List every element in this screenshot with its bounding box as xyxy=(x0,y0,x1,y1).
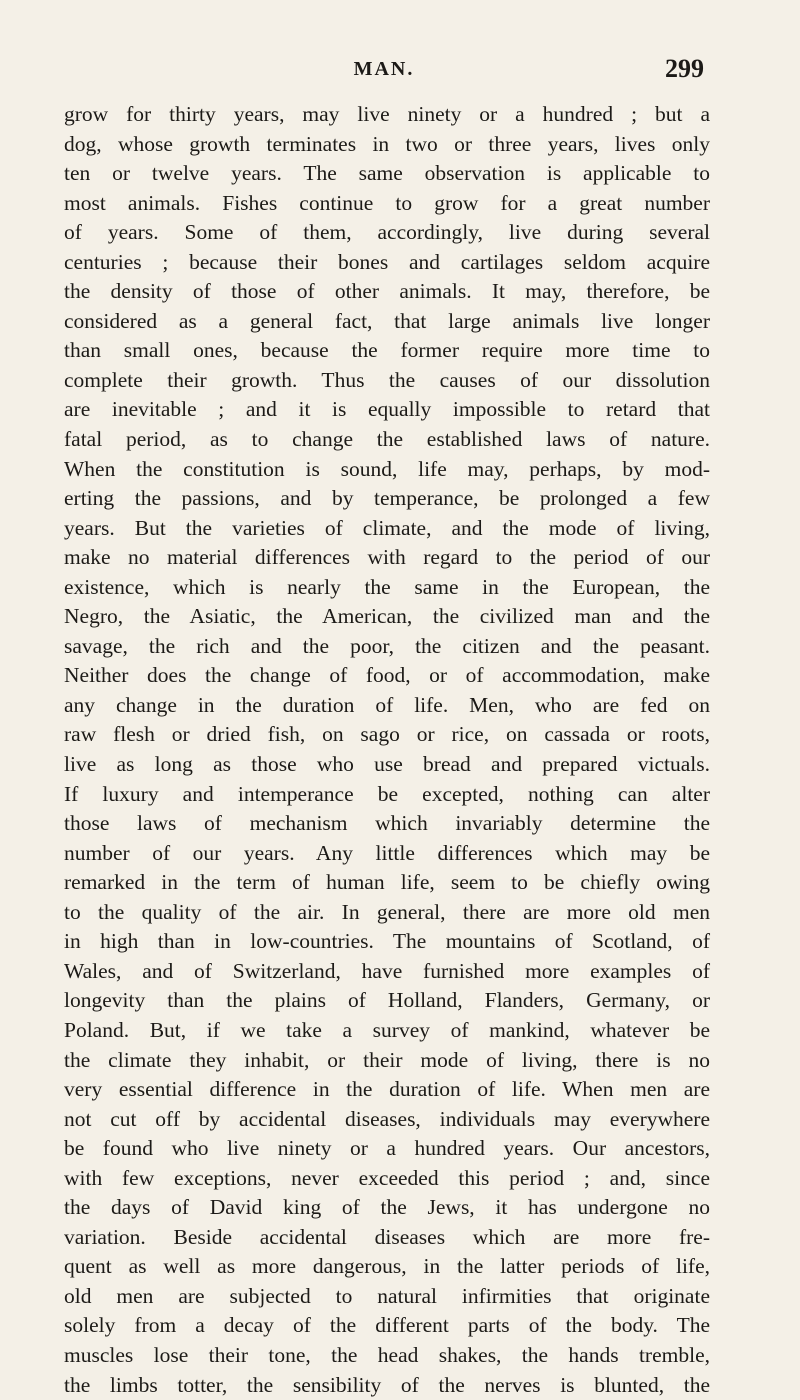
text-line: those laws of mechanism which invariably determine the xyxy=(64,811,710,836)
text-line: Negro, the Asiatic, the American, the civilized man and the xyxy=(64,604,710,629)
text-line: Wales, and of Switzerland, have furnished more examples of xyxy=(64,958,710,983)
text-line: raw flesh or dried fish, on sago or rice, on cassada or roots, xyxy=(64,722,710,747)
running-head xyxy=(64,54,704,88)
text-line: the density of those of other animals. It may, therefore, be xyxy=(64,279,710,304)
text-line: to the quality of the air. In general, there are more old men xyxy=(64,899,710,924)
text-line: most animals. Fishes continue to grow for a great number xyxy=(64,190,710,215)
text-line: variation. Beside accidental diseases which are more fre- xyxy=(64,1224,710,1249)
text-line: years. But the varieties of climate, and the mode of living, xyxy=(64,515,710,540)
text-line: live as long as those who use bread and prepared victuals. xyxy=(64,752,710,777)
text-line: than small ones, because the former require more time to xyxy=(64,338,710,363)
text-line: solely from a decay of the different parts of the body. The xyxy=(64,1313,710,1338)
text-line: the climate they inhabit, or their mode of living, there is no xyxy=(64,1047,710,1072)
text-line: longevity than the plains of Holland, Flanders, Germany, or xyxy=(64,988,710,1013)
text-line: of years. Some of them, accordingly, live during several xyxy=(64,220,710,245)
text-line: existence, which is nearly the same in the European, the xyxy=(64,574,710,599)
text-line: the limbs totter, the sensibility of the nerves is blunted, the xyxy=(64,1372,710,1397)
text-line: muscles lose their tone, the head shakes, the hands tremble, xyxy=(64,1342,710,1367)
text-line: number of our years. Any little differences which may be xyxy=(64,840,710,865)
text-line: in high than in low-countries. The mountains of Scotland, of xyxy=(64,929,710,954)
text-line: the days of David king of the Jews, it has undergone no xyxy=(64,1195,710,1220)
text-line: savage, the rich and the poor, the citizen and the peasant. xyxy=(64,633,710,658)
text-line: quent as well as more dangerous, in the latter periods of life, xyxy=(64,1254,710,1279)
text-line: any change in the duration of life. Men, who are fed on xyxy=(64,692,710,717)
text-line: erting the passions, and by temperance, be prolonged a few xyxy=(64,486,710,511)
text-line: make no material differences with regard to the period of our xyxy=(64,545,710,570)
text-line: If luxury and intemperance be excepted, nothing can alter xyxy=(64,781,710,806)
text-line: dog, whose growth terminates in two or three years, lives only xyxy=(64,131,710,156)
text-line: When the constitution is sound, life may, perhaps, by mod- xyxy=(64,456,710,481)
text-line: grow for thirty years, may live ninety or a hundred ; but a xyxy=(64,102,710,126)
text-line: considered as a general fact, that large animals live longer xyxy=(64,308,710,333)
text-line: be found who live ninety or a hundred years. Our ancestors, xyxy=(64,1136,710,1161)
text-line: very essential difference in the duration of life. When men are xyxy=(64,1077,710,1102)
running-title: MAN. xyxy=(353,58,415,80)
body-text xyxy=(64,100,710,1400)
text-line: not cut off by accidental diseases, individuals may everywhere xyxy=(64,1106,710,1131)
text-line: Poland. But, if we take a survey of mankind, whatever be xyxy=(64,1017,710,1042)
text-line: complete their growth. Thus the causes of our dissolution xyxy=(64,367,710,392)
text-line: centuries ; because their bones and cartilages seldom acquire xyxy=(64,249,710,274)
text-line: old men are subjected to natural infirmities that originate xyxy=(64,1283,710,1308)
text-line: Neither does the change of food, or of accommodation, make xyxy=(64,663,710,688)
text-line: are inevitable ; and it is equally impossible to retard that xyxy=(64,397,710,422)
text-line: with few exceptions, never exceeded this period ; and, since xyxy=(64,1165,710,1190)
text-line: remarked in the term of human life, seem to be chiefly owing xyxy=(64,870,710,895)
text-line: fatal period, as to change the established laws of nature. xyxy=(64,427,710,452)
page-number: 299 xyxy=(665,54,704,83)
text-line: ten or twelve years. The same observation is applicable to xyxy=(64,161,710,186)
